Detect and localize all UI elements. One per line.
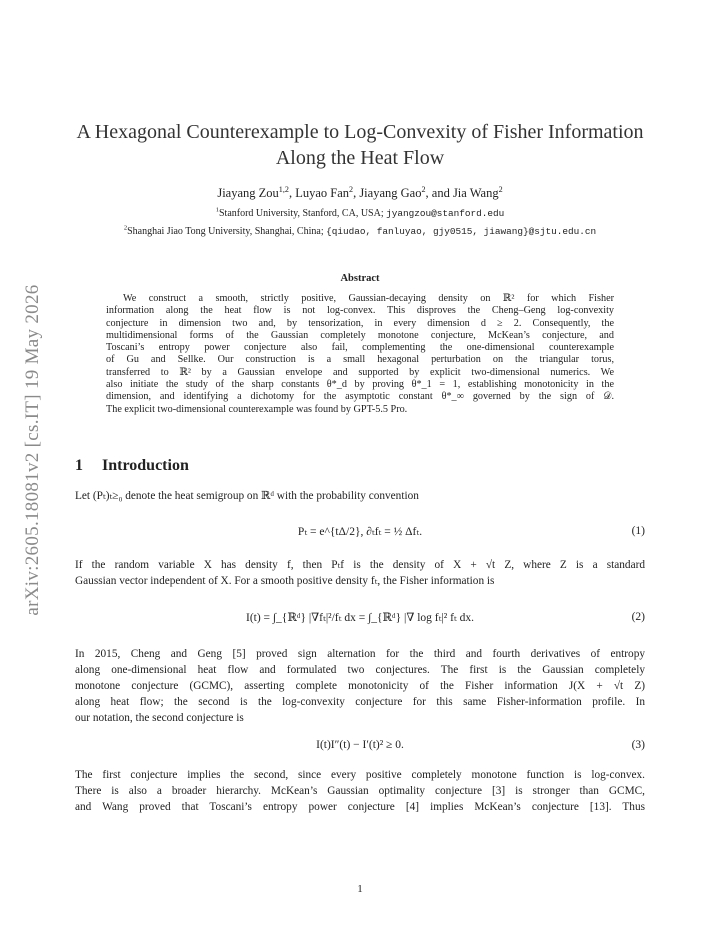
text-line: Gaussian vector independent of X. For a smooth positive density fₜ, the Fisher information is <box>75 575 495 587</box>
text-line: There is also a broader hierarchy. McKean’s Gaussian optimality conjecture [3] is stronger than GCMC, <box>75 785 645 797</box>
abstract-line: information along the heat flow is not log-convex. This disproves the Cheng–Geng log-convexity <box>106 305 614 317</box>
abstract-line: The explicit two-dimensional counterexample was found by GPT-5.5 Pro. <box>106 403 408 415</box>
author-name: Jiayang Gao <box>359 186 422 200</box>
author-list: Jiayang Zou$^{1,2}$, Luyao Fan$^2$, Jiayang Gao$^2$, and Jia Wang$^2$ <box>217 184 503 200</box>
author-email[interactable]: jyangzou@stanford.edu <box>386 208 505 219</box>
text-line: The first conjecture implies the second, since every positive completely monotone function is log-convex. <box>75 769 645 781</box>
paragraph-3 <box>75 646 645 726</box>
abstract-line: We construct a smooth, strictly positive, Gaussian-decaying density on ℝ² for which Fisher <box>123 293 614 304</box>
equation-number: (1) <box>631 525 645 537</box>
abstract-line: conjecture in dimension two and, by tensorization, in every dimension d ≥ 2. Consequently, the <box>106 317 614 329</box>
text-line: along one-dimensional heat flow and formulated two conjectures. The first is the Gaussian completely <box>75 664 645 676</box>
equation-3 <box>75 730 645 760</box>
affil-text: Shanghai Jiao Tong University, Shanghai, China; <box>127 226 327 237</box>
abstract-body <box>106 293 614 416</box>
author-affil-mark: 1,2 <box>278 184 289 194</box>
section-title: Introduction <box>102 457 189 474</box>
equation-body: Pₜ = e^{tΔ/2}, ∂ₜfₜ = ½ Δfₜ. <box>297 526 423 538</box>
abstract-line: Toscani’s entropy power conjecture also fail, complementing the one-dimensional counterexample <box>106 342 614 354</box>
page-number: 1 <box>357 883 363 895</box>
title-line-1: A Hexagonal Counterexample to Log-Convexity of Fisher Information <box>76 121 644 143</box>
abstract-line: transferred to ℝ² by a Gaussian envelope and supported by explicit two-dimensional numerics. We <box>106 366 614 378</box>
equation-1 <box>75 516 645 546</box>
abstract-line: of Gu and Sellke. Our construction is a small hexagonal perturbation on the triangular torus, <box>106 354 614 366</box>
text-line: Let (Pₜ)ₜ≥₀ denote the heat semigroup on ℝᵈ with the probability convention <box>75 490 419 502</box>
author-affil-mark: 2 <box>349 184 354 194</box>
paper-title <box>75 119 645 171</box>
text-line: monotone conjecture (GCMC), asserting complete monotonicity of the Fisher information J(X + √t Z) <box>75 680 645 692</box>
affil-text: Stanford University, Stanford, CA, USA; <box>218 208 387 219</box>
equation-number: (2) <box>631 611 645 623</box>
equation-body: I(t)I″(t) − I′(t)² ≥ 0. <box>316 739 404 751</box>
affiliation-2 <box>70 226 650 237</box>
abstract-heading: Abstract <box>340 273 380 284</box>
equation-2 <box>75 602 645 632</box>
text-line: If the random variable X has density f, then Pₜf is the density of X + √t Z, where Z is a standard <box>75 559 645 571</box>
text-line: our notation, the second conjecture is <box>75 712 244 724</box>
affil-mark: 2 <box>123 224 128 232</box>
intro-paragraph <box>75 488 645 504</box>
equation-body: I(t) = ∫_{ℝᵈ} |∇fₜ|²/fₜ dx = ∫_{ℝᵈ} |∇ log fₜ|² fₜ dx. <box>245 612 475 624</box>
abstract-line: multidimensional forms of the Gaussian completely monotone conjecture, McKean’s conjecture, and <box>106 329 614 341</box>
section-heading <box>75 457 189 475</box>
arxiv-id-text: arXiv:2605.18081v2 [cs.IT] 19 May 2026 <box>22 284 43 616</box>
author-name: Jiayang Zou <box>217 186 279 200</box>
affiliation-1 <box>70 208 650 219</box>
author-name: Luyao Fan <box>295 186 349 200</box>
author-name: and Jia Wang <box>431 186 499 200</box>
text-line: and Wang proved that Toscani’s entropy power conjecture [4] implies McKean’s conjecture [13]. Thus <box>75 801 645 813</box>
paragraph-2 <box>75 557 645 589</box>
text-line: In 2015, Cheng and Geng [5] proved sign alternation for the third and fourth derivatives of entropy <box>75 648 645 660</box>
title-line-2: Along the Heat Flow <box>275 147 445 169</box>
affil-mark: 1 <box>215 206 219 214</box>
text-line: along heat flow; the second is the log-convexity conjecture for this same Fisher-information profile. In <box>75 696 645 708</box>
equation-number: (3) <box>631 739 645 751</box>
author-email[interactable]: {qiudao, fanluyao, gjy0515, jiawang}@sjtu.edu.cn <box>326 226 597 237</box>
arxiv-side-stamp <box>18 260 48 640</box>
abstract-line: also initiate the study of the sharp constants θ*_d by proving θ*_1 = 1, establishing monotonicity in the <box>106 379 614 391</box>
paragraph-4 <box>75 767 645 815</box>
author-affil-mark: 2 <box>498 184 503 194</box>
author-affil-mark: 2 <box>421 184 426 194</box>
abstract-line: dimension, and identifying a dichotomy for the asymptotic constant θ*_∞ governed by the sign of 𝒟. <box>106 391 614 403</box>
section-number: 1 <box>75 457 83 474</box>
